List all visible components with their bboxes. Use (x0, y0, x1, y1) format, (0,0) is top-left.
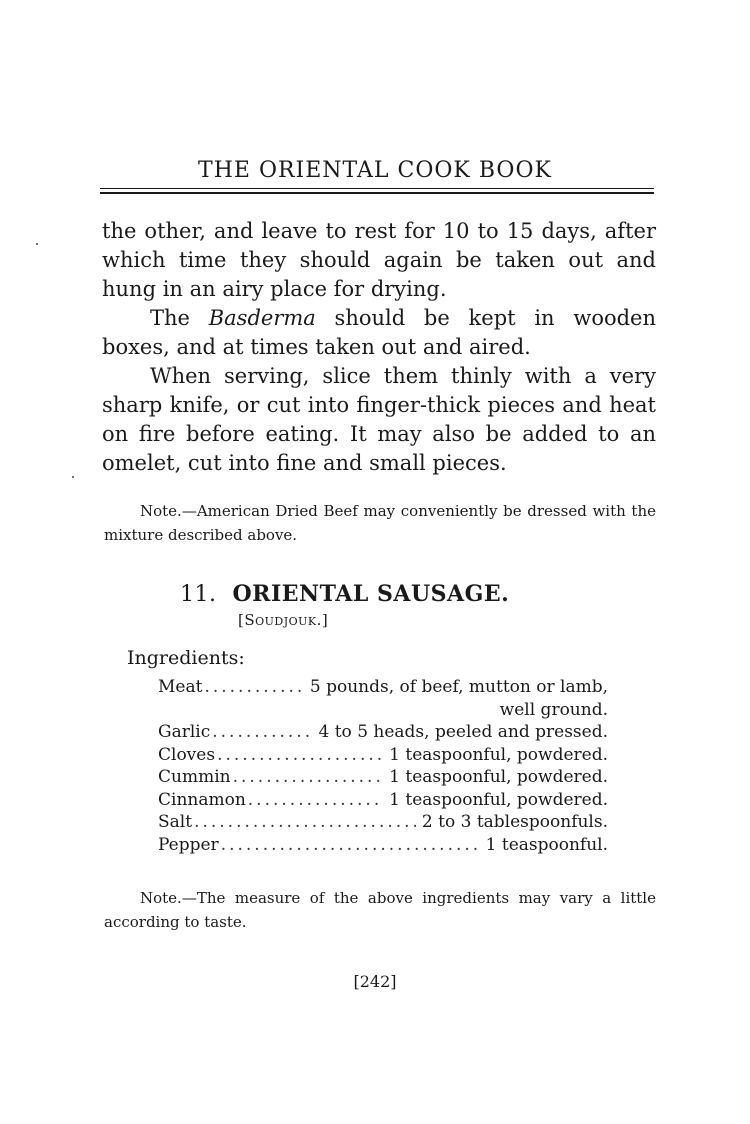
ingredient-quantity: 1 teaspoonful, powdered. (389, 789, 608, 810)
ingredient-quantity: 4 to 5 heads, peeled and pressed. (318, 722, 608, 742)
note-measure-text: Note.—The measure of the above ingredients may vary a little according to taste. (104, 889, 656, 931)
ingredient-row (158, 811, 608, 834)
ingredients-heading: Ingredients: (127, 647, 245, 669)
recipe-number: 11. (180, 582, 217, 607)
dot-leader (212, 721, 312, 744)
stray-mark (72, 476, 74, 478)
ingredient-quantity: 1 teaspoonful. (485, 834, 608, 855)
recipe-name: ORIENTAL SAUSAGE. (232, 581, 510, 607)
ingredient-row (158, 834, 608, 857)
ingredient-continuation: well ground. (499, 699, 608, 720)
ingredient-row (158, 766, 608, 789)
paragraph-basderma (102, 304, 656, 362)
ingredient-quantity: 1 teaspoonful, powdered. (389, 767, 608, 787)
dot-leader (194, 811, 416, 834)
dot-leader (217, 744, 383, 767)
note-dried-beef-text: Note.—American Dried Beef may conveniently be dressed with the mixture described above. (104, 502, 656, 544)
ingredient-row (158, 744, 608, 767)
paragraph-serving: When serving, slice them thinly with a very sharp knife, or cut into finger-thick pieces and heat on fire before eating. It may also be added to an omelet, cut into fine and small pieces. (102, 364, 656, 475)
ingredient-quantity: 2 to 3 tablespoonfuls. (421, 812, 608, 832)
basderma-emphasis: Basderma (208, 306, 316, 330)
basderma-after: should be kept in wooden boxes, and at times taken out and aired. (102, 306, 656, 359)
dot-leader (221, 834, 480, 857)
ingredient-row (158, 789, 608, 812)
ingredient-name: Garlic (158, 722, 211, 742)
ingredient-name: Salt (158, 812, 193, 832)
ingredient-row (158, 721, 608, 744)
basderma-before: The (150, 306, 209, 330)
ingredient-name: Cinnamon (158, 789, 246, 810)
note-measure (104, 886, 656, 934)
ingredient-name: Cummin (158, 767, 231, 787)
page-number: [242] (353, 972, 397, 991)
dot-leader (204, 676, 303, 699)
dot-leader (233, 766, 384, 789)
ingredient-name: Meat (158, 677, 203, 697)
ingredient-row (158, 676, 608, 699)
ingredient-name: Cloves (158, 744, 216, 765)
paragraph-continuation: the other, and leave to rest for 10 to 15 days, after which time they should again be taken out and hung in an airy place for drying. (102, 219, 656, 301)
ingredient-quantity: 5 pounds, of beef, mutton or lamb, (309, 677, 608, 697)
recipe-title (180, 581, 509, 607)
stray-mark (36, 243, 38, 245)
ingredients-list (158, 676, 608, 856)
recipe-subtitle: [Soudjouk.] (238, 611, 329, 629)
running-head: THE ORIENTAL COOK BOOK (198, 158, 552, 183)
ingredient-quantity: 1 teaspoonful, powdered. (389, 744, 608, 765)
body-text (102, 217, 656, 478)
header-rule (100, 188, 654, 194)
ingredient-name: Pepper (158, 834, 219, 855)
note-dried-beef (104, 499, 656, 547)
dot-leader (248, 789, 383, 812)
